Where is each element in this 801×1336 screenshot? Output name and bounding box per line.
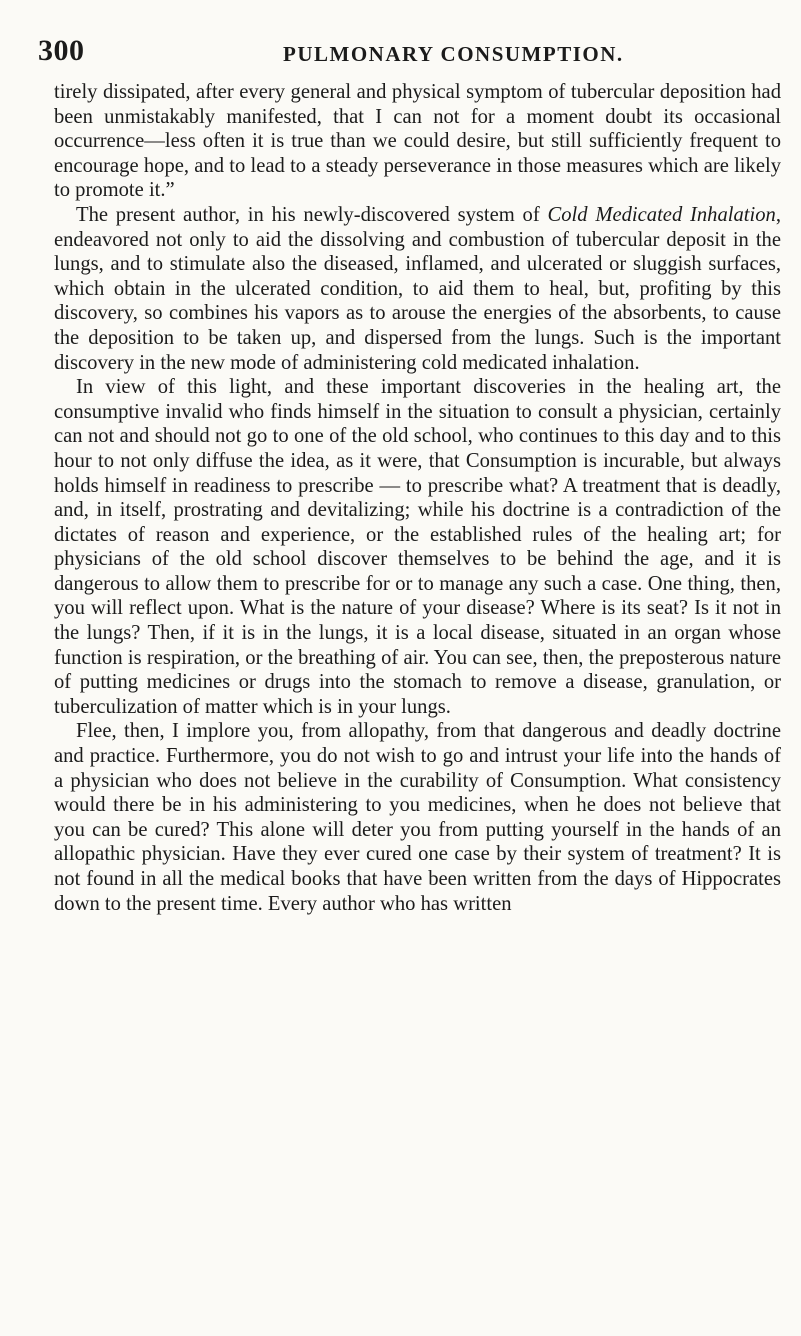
- paragraph-emphasis: Cold Medicated Inhalation: [547, 203, 776, 226]
- paragraph-flee-allopathy: Flee, then, I implore you, from allopathy, from that dangerous and deadly doctrine and practice. Furthermore, you do not wish to go and intrust your life into the hands of a physician who does not believe in the curability of Consumption. What consistency would there be in his administering to you medicines, when he does not believe that you can be cured? This alone will deter you from putting yourself in the hands of an allopathic physician. Have they ever cured one case by their system of treatment? It is not found in all the medical books that have been written from the days of Hippocrates down to the present time. Every author who has written: [54, 720, 781, 915]
- page-number: 300: [38, 34, 85, 67]
- body-text: [54, 80, 781, 916]
- paragraph-continuation: tirely dissipated, after every general and physical symptom of tubercular deposition had been unmistakably manifested, that I can not for a moment doubt its occasional occurrence—less often it is true than we could desire, but still sufficiently frequent to encourage hope, and to lead to a steady perseverance in those measures which are likely to promote it.”: [54, 81, 781, 202]
- paragraph-text-after: , endeavored not only to aid the dissolving and combustion of tubercular deposit in the lungs, and to stimulate also the diseased, inflamed, and ulcerated or sluggish surfaces, which obtain in the ulcerated condition, to aid them to heal, but, profiting by this discovery, so combines his vapors as to arouse the energies of the absorbents, to cause the deposition to be taken up, and dispersed from the lungs. Such is the important discovery in the new mode of administering cold medicated inhalation.: [54, 203, 781, 374]
- page-header: [38, 34, 778, 74]
- paragraph-text-before: The present author, in his newly-discovered system of: [76, 203, 548, 226]
- paragraph-cold-inhalation: [54, 203, 781, 375]
- running-head: PULMONARY CONSUMPTION.: [283, 42, 624, 66]
- paragraph-healing-art: In view of this light, and these important discoveries in the healing art, the consumptive invalid who finds himself in the situation to consult a physician, certainly can not and should not go to one of the old school, who continues to this day and to this hour to not only diffuse the idea, as it were, that Consumption is incurable, but always holds himself in readiness to prescribe — to prescribe what? A treatment that is deadly, and, in itself, prostrating and devitalizing; while his doctrine is a contradiction of the dictates of reason and experience, or the established rules of the healing art; for physicians of the old school discover themselves to be behind the age, and it is dangerous to allow them to prescribe for or to manage any such a case. One thing, then, you will reflect upon. What is the nature of your disease? Where is its seat? Is it not in the lungs? Then, if it is in the lungs, it is a local disease, situated in an organ whose function is respiration, or the breathing of air. You can see, then, the preposterous nature of putting medicines or drugs into the stomach to remove a disease, granulation, or tuberculization of matter which is in your lungs.: [54, 376, 781, 718]
